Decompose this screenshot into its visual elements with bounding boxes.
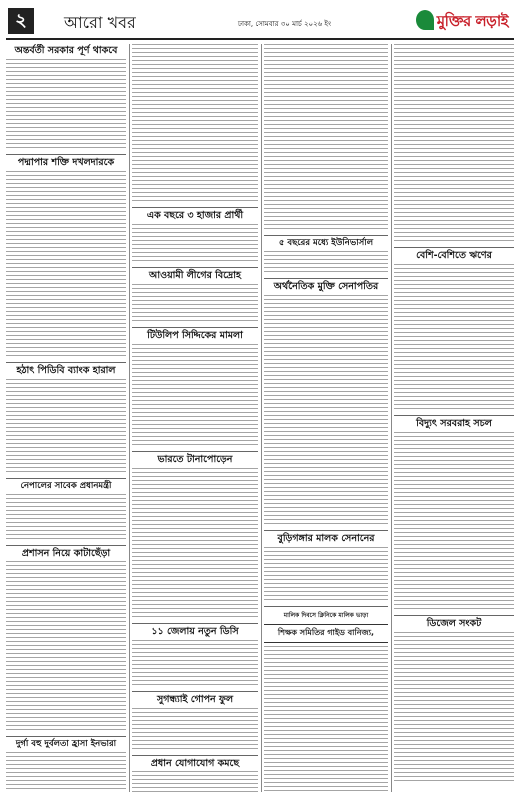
article-body — [264, 251, 388, 275]
headline: শিক্ষক সমিতির গাইড বানিজ্য, — [264, 624, 388, 643]
article-body — [394, 264, 514, 412]
headline: ভারতে টানাপোড়েন — [157, 453, 233, 465]
headline: অন্তর্বর্তী সরকার পূর্ণ থাকবে — [14, 45, 118, 56]
article-rule — [132, 267, 258, 268]
header-rule — [6, 38, 514, 40]
article-body — [6, 561, 126, 733]
headline: নেপালের সাবেক প্রধানমন্ত্রী — [20, 480, 112, 491]
article-rule — [394, 615, 514, 616]
article-body — [132, 771, 258, 792]
article-body — [6, 171, 126, 359]
article-body — [132, 468, 258, 620]
headline: বেশি-বেশিতে ঋণের — [416, 250, 492, 261]
headline: পদ্মাপার শক্তি দখলদারকে — [17, 156, 115, 168]
headline: বিদ্যুৎ সরবরাহ সচল — [416, 417, 492, 429]
article-body — [132, 344, 258, 448]
headline: প্রধান যোগাযোগ কমছে — [150, 757, 240, 769]
article-body — [132, 284, 258, 324]
headline: আওয়ামী লীগের বিদ্রোহ — [149, 269, 241, 281]
logo-swoosh-icon — [416, 10, 434, 30]
article-body — [132, 640, 258, 688]
article-rule — [264, 530, 388, 531]
column-4 — [394, 44, 514, 792]
article-rule — [132, 207, 258, 208]
article-rule — [6, 362, 126, 363]
article-body — [132, 44, 258, 204]
article-body — [264, 295, 388, 527]
article-rule — [132, 451, 258, 452]
headline: বুড়িগঙ্গার মালক সেনানের — [277, 532, 375, 544]
column-divider — [129, 44, 130, 792]
article-body — [394, 632, 514, 782]
article-rule — [132, 623, 258, 624]
article-body — [132, 708, 258, 752]
headline: ৫ বছরের মধ্যে ইউনিভার্সাল — [278, 238, 374, 248]
article-body — [6, 59, 126, 151]
article-rule — [6, 154, 126, 155]
article-rule — [394, 415, 514, 416]
column-divider — [391, 44, 392, 792]
dateline: ঢাকা, সোমবার ৩০ মার্চ ২০২৬ ইং — [238, 20, 332, 28]
headline: সুগন্ধ্যাই গোপন ফুল — [156, 693, 234, 705]
column-divider — [261, 44, 262, 792]
article-rule — [264, 278, 388, 279]
logo-text: মুক্তির লড়াই — [436, 12, 508, 30]
column-3 — [264, 44, 388, 792]
article-body — [264, 547, 388, 603]
article-body — [394, 432, 514, 612]
headline: টিউলিপ সিদ্দিকের মামলা — [147, 329, 243, 341]
article-body — [394, 44, 514, 244]
section-title: আরো খবর — [64, 13, 136, 32]
article-rule — [394, 247, 514, 248]
headline: দুর্গা বহু দুর্বলতা হ্রাসা ইনভারা — [15, 739, 117, 750]
headline: এক বছরে ৩ হাজার প্রার্থী — [146, 210, 244, 221]
column-2 — [132, 44, 258, 792]
headline: প্রশাসন নিয়ে কাটাছেঁড়া — [21, 547, 111, 559]
article-body — [6, 752, 126, 792]
newspaper-page — [6, 6, 514, 794]
headline: অর্থনৈতিক মুক্তি সেনাপতির — [273, 280, 379, 292]
article-body — [132, 224, 258, 264]
article-rule — [6, 545, 126, 546]
column-1 — [6, 44, 126, 792]
headline: হঠাৎ পিডিবি ব্যাংক হারাল — [16, 364, 116, 376]
subheadline: মালিক দিবসে ক্লিনিকে মালিক ভাড়া — [283, 611, 369, 619]
article-rule — [132, 755, 258, 756]
article-rule — [6, 736, 126, 737]
article-body — [264, 44, 388, 232]
article-rule — [264, 235, 388, 236]
headline: ১১ জেলায় নতুন ডিসি — [151, 625, 239, 637]
page-header — [6, 6, 514, 40]
article-rule — [264, 606, 388, 607]
article-body — [264, 646, 388, 792]
article-body — [6, 494, 126, 542]
article-rule — [132, 327, 258, 328]
article-rule — [132, 691, 258, 692]
article-body — [6, 379, 126, 475]
masthead-logo — [414, 6, 512, 36]
headline: ডিজেল সংকট — [426, 617, 482, 629]
page-number: ২ — [8, 8, 34, 34]
article-rule — [6, 478, 126, 479]
